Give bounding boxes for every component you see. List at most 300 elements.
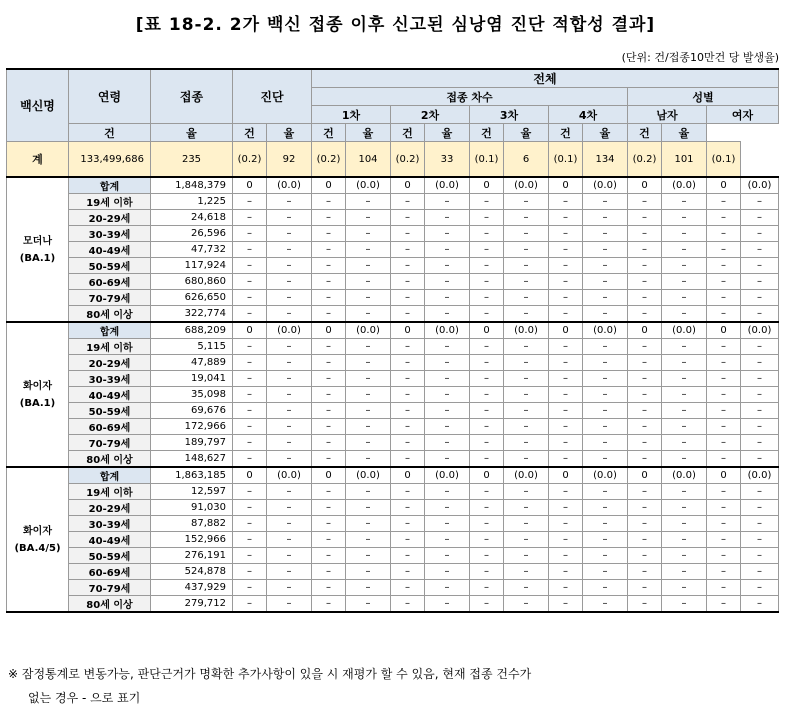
- header-count: 건: [549, 124, 583, 142]
- value-cell: –: [391, 274, 425, 290]
- value-cell: –: [470, 403, 504, 419]
- value-cell: –: [583, 258, 628, 274]
- value-cell: –: [312, 355, 346, 371]
- value-cell: –: [267, 371, 312, 387]
- value-cell: –: [425, 226, 470, 242]
- value-cell: –: [662, 596, 707, 613]
- value-cell: –: [628, 451, 662, 468]
- value-cell: –: [662, 371, 707, 387]
- header-rate: 율: [151, 124, 233, 142]
- value-cell: –: [346, 516, 391, 532]
- value-cell: –: [583, 419, 628, 435]
- value-cell: –: [504, 451, 549, 468]
- value-cell: (0.0): [425, 467, 470, 484]
- table-row: [7, 451, 779, 468]
- value-cell: –: [549, 242, 583, 258]
- value-cell: –: [741, 339, 779, 355]
- value-cell: –: [391, 500, 425, 516]
- total-cell: (0.2): [233, 142, 267, 178]
- value-cell: –: [662, 564, 707, 580]
- header-rate: 율: [583, 124, 628, 142]
- total-cell: (0.2): [391, 142, 425, 178]
- value-cell: (0.0): [346, 467, 391, 484]
- value-cell: –: [312, 419, 346, 435]
- value-cell: –: [549, 194, 583, 210]
- value-cell: –: [470, 548, 504, 564]
- value-cell: –: [583, 306, 628, 323]
- value-cell: –: [741, 403, 779, 419]
- header-dose-order: 접종 차수: [312, 88, 628, 106]
- table-row: [7, 258, 779, 274]
- value-cell: –: [312, 580, 346, 596]
- value-cell: –: [707, 274, 741, 290]
- value-cell: –: [583, 548, 628, 564]
- value-cell: –: [312, 484, 346, 500]
- value-cell: –: [549, 403, 583, 419]
- value-cell: 0: [391, 467, 425, 484]
- value-cell: –: [504, 339, 549, 355]
- value-cell: –: [391, 548, 425, 564]
- age-cell: 40-49세: [69, 242, 151, 258]
- value-cell: –: [707, 500, 741, 516]
- value-cell: (0.0): [504, 467, 549, 484]
- value-cell: –: [267, 290, 312, 306]
- value-cell: 0: [233, 177, 267, 194]
- value-cell: –: [391, 258, 425, 274]
- value-cell: –: [425, 306, 470, 323]
- value-cell: –: [662, 451, 707, 468]
- value-cell: –: [233, 435, 267, 451]
- table-title: [표 18-2. 2가 백신 접종 이후 신고된 심낭염 진단 적합성 결과]: [135, 15, 656, 35]
- value-cell: –: [741, 210, 779, 226]
- value-cell: –: [346, 274, 391, 290]
- total-cell: (0.1): [470, 142, 504, 178]
- value-cell: 0: [628, 177, 662, 194]
- value-cell: –: [425, 355, 470, 371]
- unit-note: (단위: 건/접종10만건 당 발생율): [621, 51, 779, 64]
- value-cell: –: [470, 355, 504, 371]
- value-cell: –: [425, 596, 470, 613]
- value-cell: –: [707, 596, 741, 613]
- value-cell: –: [233, 274, 267, 290]
- value-cell: 0: [628, 322, 662, 339]
- age-cell: 50-59세: [69, 258, 151, 274]
- header-female: 여자: [707, 106, 779, 124]
- header-sex: 성별: [628, 88, 779, 106]
- value-cell: –: [346, 355, 391, 371]
- header-count: 건: [69, 124, 151, 142]
- value-cell: –: [628, 516, 662, 532]
- value-cell: –: [504, 516, 549, 532]
- age-cell: 19세 이하: [69, 194, 151, 210]
- value-cell: –: [662, 339, 707, 355]
- value-cell: –: [233, 290, 267, 306]
- value-cell: –: [470, 516, 504, 532]
- value-cell: –: [425, 548, 470, 564]
- value-cell: –: [391, 371, 425, 387]
- value-cell: –: [504, 355, 549, 371]
- table-row: [7, 194, 779, 210]
- value-cell: –: [707, 484, 741, 500]
- table-row: [7, 210, 779, 226]
- table-row: [7, 435, 779, 451]
- value-cell: –: [425, 403, 470, 419]
- value-cell: –: [312, 516, 346, 532]
- value-cell: –: [741, 194, 779, 210]
- vaccine-group: [7, 467, 779, 612]
- pericarditis-result-table: [6, 68, 779, 613]
- header-diagnosis: 진단: [233, 69, 312, 124]
- value-cell: (0.0): [741, 322, 779, 339]
- value-cell: –: [470, 500, 504, 516]
- value-cell: (0.0): [504, 322, 549, 339]
- value-cell: –: [549, 355, 583, 371]
- doses-cell: 26,596: [151, 226, 233, 242]
- value-cell: –: [707, 564, 741, 580]
- value-cell: –: [425, 371, 470, 387]
- table-row: [7, 355, 779, 371]
- doses-cell: 69,676: [151, 403, 233, 419]
- value-cell: –: [312, 274, 346, 290]
- value-cell: –: [549, 290, 583, 306]
- vaccine-name-line1: 모더나: [23, 235, 52, 247]
- value-cell: –: [233, 194, 267, 210]
- age-cell: 합계: [69, 467, 151, 484]
- value-cell: –: [549, 580, 583, 596]
- value-cell: –: [662, 242, 707, 258]
- value-cell: –: [312, 451, 346, 468]
- value-cell: –: [741, 580, 779, 596]
- value-cell: –: [583, 403, 628, 419]
- value-cell: –: [267, 500, 312, 516]
- value-cell: –: [267, 306, 312, 323]
- table-row: [7, 322, 779, 339]
- value-cell: –: [470, 435, 504, 451]
- value-cell: –: [267, 451, 312, 468]
- doses-cell: 117,924: [151, 258, 233, 274]
- value-cell: 0: [312, 177, 346, 194]
- value-cell: 0: [470, 467, 504, 484]
- total-cell: (0.2): [628, 142, 662, 178]
- value-cell: –: [662, 290, 707, 306]
- value-cell: –: [470, 210, 504, 226]
- value-cell: –: [504, 403, 549, 419]
- age-cell: 30-39세: [69, 371, 151, 387]
- header-rate: 율: [504, 124, 549, 142]
- value-cell: –: [707, 226, 741, 242]
- header-count: 건: [312, 124, 346, 142]
- value-cell: –: [549, 306, 583, 323]
- value-cell: –: [346, 226, 391, 242]
- age-cell: 30-39세: [69, 226, 151, 242]
- value-cell: –: [504, 484, 549, 500]
- value-cell: –: [662, 484, 707, 500]
- age-cell: 70-79세: [69, 580, 151, 596]
- value-cell: –: [425, 451, 470, 468]
- value-cell: –: [267, 548, 312, 564]
- age-cell: 합계: [69, 322, 151, 339]
- doses-cell: 688,209: [151, 322, 233, 339]
- value-cell: –: [628, 339, 662, 355]
- value-cell: –: [312, 548, 346, 564]
- value-cell: –: [470, 306, 504, 323]
- value-cell: –: [346, 387, 391, 403]
- age-cell: 80세 이상: [69, 306, 151, 323]
- value-cell: 0: [312, 322, 346, 339]
- value-cell: –: [425, 210, 470, 226]
- value-cell: –: [312, 290, 346, 306]
- value-cell: 0: [233, 467, 267, 484]
- value-cell: –: [583, 451, 628, 468]
- header-count-rate-row: [7, 124, 779, 142]
- value-cell: –: [312, 564, 346, 580]
- value-cell: –: [267, 339, 312, 355]
- value-cell: –: [233, 355, 267, 371]
- age-cell: 50-59세: [69, 548, 151, 564]
- value-cell: –: [662, 403, 707, 419]
- doses-cell: 680,860: [151, 274, 233, 290]
- table-row: [7, 596, 779, 613]
- value-cell: –: [707, 516, 741, 532]
- value-cell: –: [741, 226, 779, 242]
- table-row: [7, 467, 779, 484]
- value-cell: –: [549, 435, 583, 451]
- value-cell: –: [628, 500, 662, 516]
- value-cell: –: [549, 274, 583, 290]
- value-cell: 0: [391, 322, 425, 339]
- value-cell: –: [346, 419, 391, 435]
- value-cell: –: [662, 226, 707, 242]
- table-row: [7, 371, 779, 387]
- value-cell: –: [470, 258, 504, 274]
- value-cell: –: [741, 596, 779, 613]
- value-cell: –: [504, 371, 549, 387]
- footnote-line2: 없는 경우 - 으로 표기: [28, 691, 141, 705]
- value-cell: –: [583, 387, 628, 403]
- value-cell: –: [470, 290, 504, 306]
- value-cell: –: [470, 580, 504, 596]
- doses-cell: 152,966: [151, 532, 233, 548]
- value-cell: –: [628, 258, 662, 274]
- value-cell: –: [662, 194, 707, 210]
- value-cell: (0.0): [662, 177, 707, 194]
- header-dose2: 2차: [391, 106, 470, 124]
- value-cell: –: [628, 387, 662, 403]
- table-row: [7, 306, 779, 323]
- value-cell: –: [425, 500, 470, 516]
- total-cell: 104: [346, 142, 391, 178]
- value-cell: –: [662, 548, 707, 564]
- value-cell: –: [549, 419, 583, 435]
- total-cell: 33: [425, 142, 470, 178]
- value-cell: –: [741, 532, 779, 548]
- value-cell: –: [346, 371, 391, 387]
- value-cell: –: [549, 339, 583, 355]
- value-cell: (0.0): [662, 322, 707, 339]
- value-cell: –: [346, 210, 391, 226]
- vaccine-name-line2: (BA.1): [19, 252, 56, 264]
- value-cell: (0.0): [583, 177, 628, 194]
- value-cell: –: [425, 274, 470, 290]
- value-cell: (0.0): [741, 177, 779, 194]
- doses-cell: 87,882: [151, 516, 233, 532]
- value-cell: –: [628, 403, 662, 419]
- value-cell: –: [707, 532, 741, 548]
- value-cell: –: [470, 532, 504, 548]
- value-cell: 0: [233, 322, 267, 339]
- value-cell: –: [425, 194, 470, 210]
- value-cell: –: [346, 500, 391, 516]
- vaccine-name-line1: 화이자: [23, 525, 52, 537]
- value-cell: –: [662, 355, 707, 371]
- table-row: [7, 387, 779, 403]
- value-cell: –: [267, 564, 312, 580]
- value-cell: –: [391, 419, 425, 435]
- value-cell: –: [312, 435, 346, 451]
- value-cell: –: [504, 596, 549, 613]
- value-cell: –: [233, 516, 267, 532]
- value-cell: –: [267, 596, 312, 613]
- value-cell: –: [233, 242, 267, 258]
- value-cell: –: [346, 306, 391, 323]
- value-cell: –: [549, 484, 583, 500]
- value-cell: –: [391, 242, 425, 258]
- value-cell: –: [470, 419, 504, 435]
- table-row: [7, 484, 779, 500]
- value-cell: –: [267, 532, 312, 548]
- doses-cell: 5,115: [151, 339, 233, 355]
- value-cell: –: [549, 532, 583, 548]
- value-cell: –: [391, 516, 425, 532]
- header-rate: 율: [346, 124, 391, 142]
- value-cell: –: [549, 548, 583, 564]
- total-cell: (0.1): [707, 142, 741, 178]
- value-cell: 0: [470, 322, 504, 339]
- value-cell: –: [583, 210, 628, 226]
- value-cell: –: [425, 580, 470, 596]
- total-row: [7, 142, 779, 178]
- value-cell: 0: [312, 467, 346, 484]
- value-cell: –: [391, 387, 425, 403]
- value-cell: –: [312, 242, 346, 258]
- value-cell: –: [707, 451, 741, 468]
- value-cell: –: [425, 242, 470, 258]
- value-cell: –: [741, 419, 779, 435]
- vaccine-group: [7, 322, 779, 467]
- value-cell: –: [312, 339, 346, 355]
- value-cell: –: [233, 387, 267, 403]
- value-cell: –: [391, 451, 425, 468]
- value-cell: –: [233, 258, 267, 274]
- value-cell: –: [346, 403, 391, 419]
- value-cell: –: [391, 484, 425, 500]
- header-rate: 율: [662, 124, 707, 142]
- value-cell: –: [346, 194, 391, 210]
- value-cell: –: [470, 564, 504, 580]
- value-cell: –: [628, 290, 662, 306]
- value-cell: –: [391, 194, 425, 210]
- header-age: 연령: [69, 69, 151, 124]
- age-cell: 50-59세: [69, 403, 151, 419]
- footnote: [8, 662, 778, 710]
- value-cell: –: [707, 339, 741, 355]
- value-cell: –: [312, 210, 346, 226]
- value-cell: –: [583, 226, 628, 242]
- table-row: [7, 564, 779, 580]
- doses-cell: 276,191: [151, 548, 233, 564]
- value-cell: –: [425, 258, 470, 274]
- value-cell: –: [741, 242, 779, 258]
- doses-cell: 524,878: [151, 564, 233, 580]
- value-cell: –: [741, 306, 779, 323]
- value-cell: –: [662, 419, 707, 435]
- value-cell: –: [549, 226, 583, 242]
- total-cell: 134: [583, 142, 628, 178]
- value-cell: (0.0): [425, 322, 470, 339]
- value-cell: –: [391, 290, 425, 306]
- value-cell: –: [504, 500, 549, 516]
- value-cell: –: [707, 419, 741, 435]
- doses-cell: 47,732: [151, 242, 233, 258]
- doses-cell: 19,041: [151, 371, 233, 387]
- value-cell: –: [391, 596, 425, 613]
- value-cell: –: [425, 339, 470, 355]
- value-cell: (0.0): [346, 177, 391, 194]
- age-cell: 60-69세: [69, 274, 151, 290]
- value-cell: –: [628, 306, 662, 323]
- table-row: [7, 516, 779, 532]
- value-cell: –: [662, 500, 707, 516]
- value-cell: (0.0): [741, 467, 779, 484]
- header-doses: 접종: [151, 69, 233, 124]
- value-cell: –: [312, 306, 346, 323]
- value-cell: –: [628, 548, 662, 564]
- value-cell: –: [233, 210, 267, 226]
- value-cell: –: [470, 226, 504, 242]
- doses-cell: 35,098: [151, 387, 233, 403]
- value-cell: –: [662, 306, 707, 323]
- value-cell: –: [346, 258, 391, 274]
- age-cell: 30-39세: [69, 516, 151, 532]
- value-cell: (0.0): [425, 177, 470, 194]
- value-cell: –: [583, 194, 628, 210]
- value-cell: –: [346, 435, 391, 451]
- value-cell: –: [391, 339, 425, 355]
- age-cell: 40-49세: [69, 387, 151, 403]
- value-cell: –: [741, 355, 779, 371]
- value-cell: –: [741, 516, 779, 532]
- vaccine-group: [7, 177, 779, 322]
- table-row: [7, 580, 779, 596]
- header-dose3: 3차: [470, 106, 549, 124]
- table-row: [7, 532, 779, 548]
- vaccine-name-line1: 화이자: [23, 380, 52, 392]
- total-label: 계: [7, 142, 69, 178]
- value-cell: –: [741, 371, 779, 387]
- value-cell: –: [504, 387, 549, 403]
- value-cell: –: [425, 419, 470, 435]
- value-cell: –: [470, 242, 504, 258]
- value-cell: –: [549, 596, 583, 613]
- value-cell: –: [346, 580, 391, 596]
- value-cell: –: [504, 306, 549, 323]
- value-cell: –: [583, 580, 628, 596]
- doses-cell: 626,650: [151, 290, 233, 306]
- value-cell: –: [233, 484, 267, 500]
- value-cell: –: [583, 516, 628, 532]
- age-cell: 80세 이상: [69, 451, 151, 468]
- value-cell: –: [707, 210, 741, 226]
